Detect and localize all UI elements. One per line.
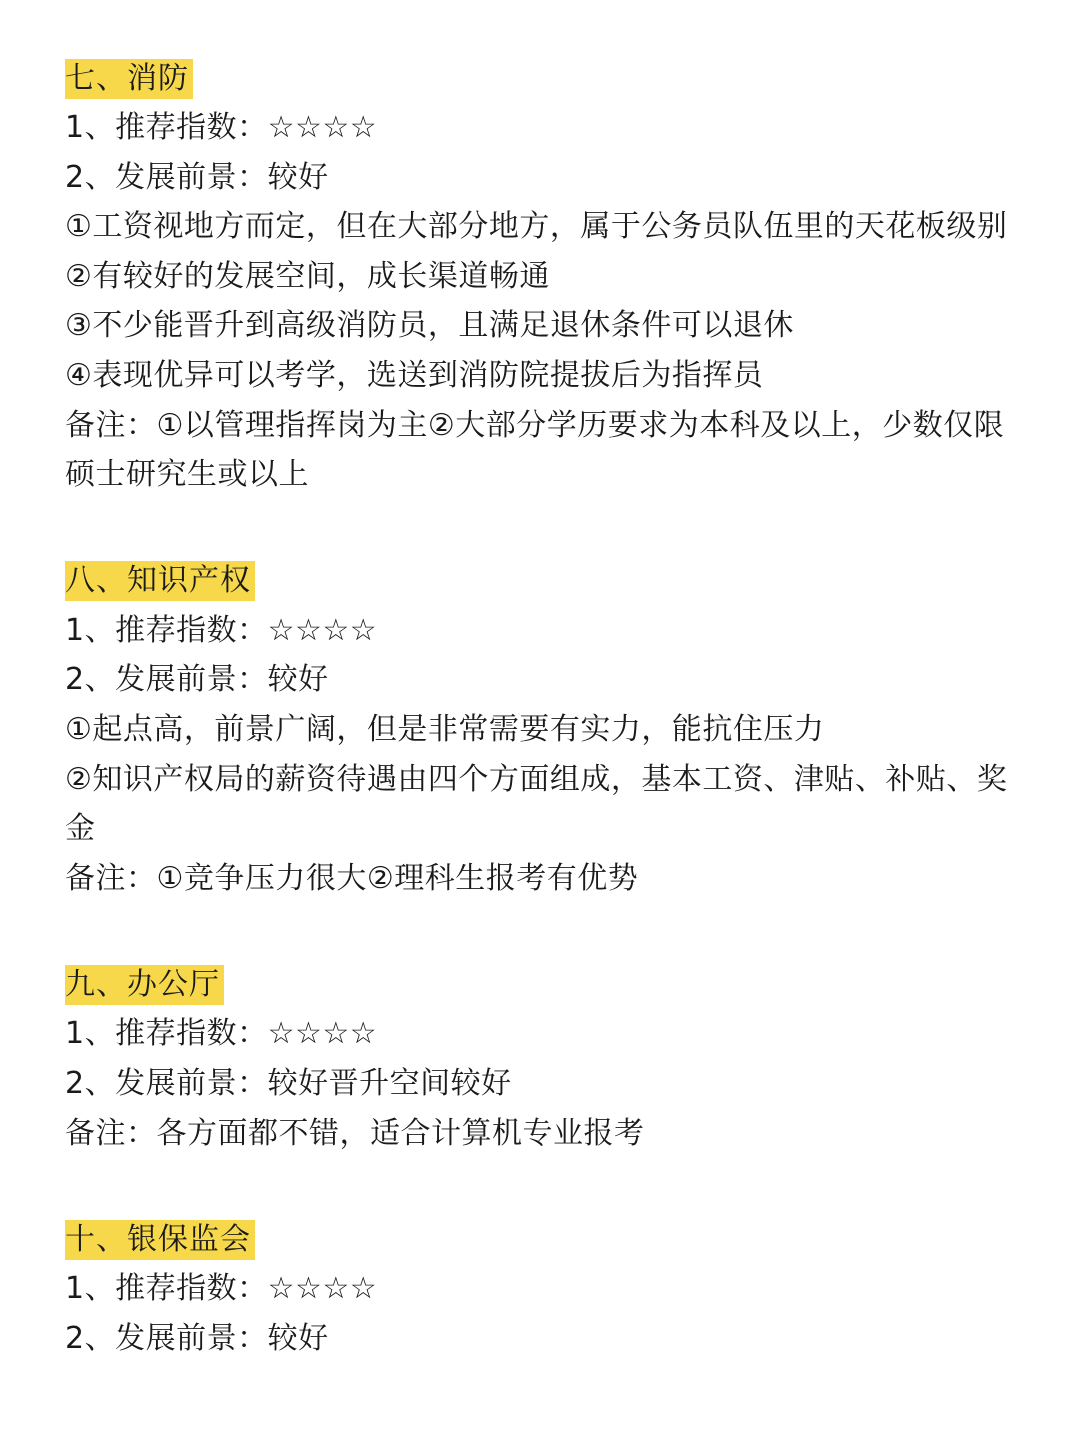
section-general-office: [65, 960, 1020, 1158]
recommend-index-line: 1、推荐指数：☆☆☆☆: [65, 110, 378, 145]
section-title-wrap: [65, 54, 1020, 103]
section-cbirc: [65, 1215, 1020, 1363]
section-title-wrap: [65, 960, 1020, 1009]
detail-line: ①工资视地方而定，但在大部分地方，属于公务员队伍里的天花板级别: [65, 209, 1008, 245]
prospect-line: 2、发展前景：较好: [65, 1320, 329, 1356]
recommend-index-line: 1、推荐指数：☆☆☆☆: [65, 1016, 378, 1052]
detail-line: ②有较好的发展空间，成长渠道畅通: [65, 258, 550, 294]
prospect-line: 2、发展前景：较好: [65, 159, 329, 195]
detail-line: ④表现优异可以考学，选送到消防院提拔后为指挥员: [65, 357, 764, 393]
section-title: 七、消防: [65, 59, 193, 99]
recommend-index-line: 1、推荐指数：☆☆☆☆: [65, 612, 378, 648]
note-line: 备注：各方面都不错，适合计算机专业报考: [65, 1115, 645, 1151]
section-title-wrap: [65, 557, 1020, 606]
section-title-wrap: [65, 1215, 1020, 1264]
section-title: 十、银保监会: [65, 1220, 255, 1260]
note-line: 备注：①竞争压力很大②理科生报考有优势: [65, 860, 639, 896]
detail-line: ③不少能晋升到高级消防员，且满足退休条件可以退休: [65, 308, 794, 344]
section-title: 九、办公厅: [65, 965, 224, 1005]
detail-line: ①起点高，前景广阔，但是非常需要有实力，能抗住压力: [65, 711, 825, 747]
section-intellectual-property: [65, 557, 1020, 904]
recommend-index-line: 1、推荐指数：☆☆☆☆: [65, 1271, 378, 1307]
section-title: 八、知识产权: [65, 561, 255, 601]
prospect-line: 2、发展前景：较好: [65, 662, 329, 698]
note-line: 备注：①以管理指挥岗为主②大部分学历要求为本科及以上，少数仅限硕士研究生或以上: [65, 407, 1005, 493]
prospect-line: 2、发展前景：较好晋升空间较好: [65, 1065, 512, 1101]
detail-line: ②知识产权局的薪资待遇由四个方面组成，基本工资、津贴、补贴、奖金: [65, 761, 1008, 847]
section-fire-rescue: [65, 54, 1020, 500]
